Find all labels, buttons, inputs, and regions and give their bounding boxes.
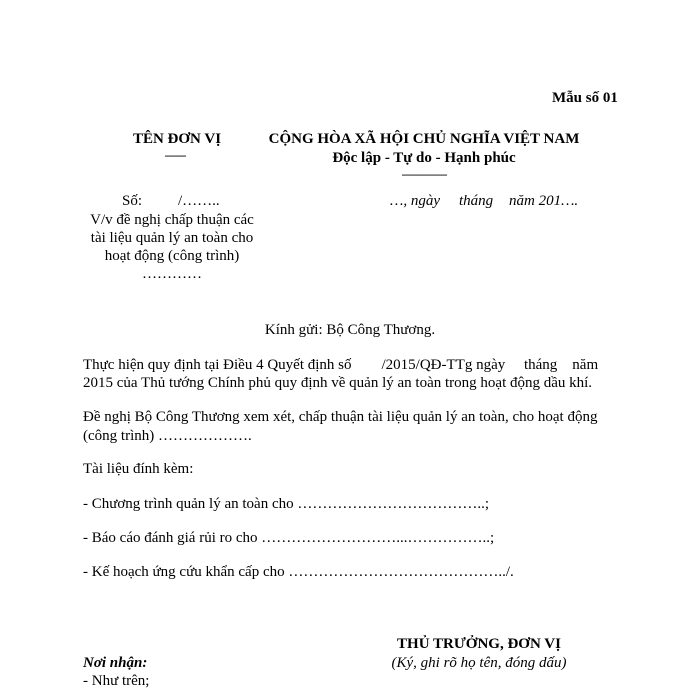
date-month: tháng bbox=[459, 193, 494, 209]
signature-title: THỦ TRƯỞNG, ĐƠN VỊ bbox=[397, 636, 561, 652]
subject-block bbox=[90, 211, 254, 283]
form-number: Mẫu số 01 bbox=[552, 90, 618, 106]
attachment-item: - Báo cáo đánh giá rủi ro cho ………………………...……………..; bbox=[83, 530, 495, 546]
date-year: năm 201…. bbox=[509, 193, 579, 209]
attachment-item: - Kế hoạch ứng cứu khẩn cấp cho ……………………………………../. bbox=[83, 564, 514, 580]
unit-underline: ------- bbox=[164, 148, 186, 162]
signature-note: (Ký, ghi rõ họ tên, đóng dấu) bbox=[391, 655, 567, 671]
recipients-label: Nơi nhận: bbox=[83, 655, 148, 671]
recipients-item: - Như trên; bbox=[83, 673, 150, 689]
attachment-item: - Chương trình quản lý an toàn cho ………………………………..; bbox=[83, 496, 490, 512]
recipient: Kính gửi: Bộ Công Thương. bbox=[264, 322, 436, 338]
subject-line: V/v đề nghị chấp thuận các bbox=[90, 212, 254, 228]
attachments-label: Tài liệu đính kèm: bbox=[83, 461, 194, 477]
national-motto: Độc lập - Tự do - Hạnh phúc bbox=[332, 150, 516, 166]
unit-name: TÊN ĐƠN VỊ bbox=[132, 131, 222, 147]
document-number-value: /…….. bbox=[178, 193, 220, 209]
subject-line: hoạt động (công trình) bbox=[104, 248, 240, 264]
subject-line: tài liệu quản lý an toàn cho bbox=[90, 230, 254, 246]
paragraph-1-line-1: Thực hiện quy định tại Điều 4 Quyết định số /2015/QĐ-TTg ngày tháng năm bbox=[83, 357, 599, 373]
paragraph-1-line-2: 2015 của Thủ tướng Chính phủ quy định về quản lý an toàn trong hoạt động dầu khí. bbox=[83, 375, 593, 391]
motto-underline: --------------- bbox=[401, 167, 447, 181]
paragraph-2-line-2: (công trình) ………………. bbox=[83, 428, 252, 444]
subject-line: ………… bbox=[141, 266, 202, 282]
date-place: …, ngày bbox=[390, 193, 440, 209]
country-name: CỘNG HÒA XÃ HỘI CHỦ NGHĨA VIỆT NAM bbox=[268, 131, 580, 147]
document-number-label: Số: bbox=[122, 193, 143, 209]
paragraph-2-line-1: Đề nghị Bộ Công Thương xem xét, chấp thuận tài liệu quản lý an toàn, cho hoạt động bbox=[83, 409, 598, 425]
